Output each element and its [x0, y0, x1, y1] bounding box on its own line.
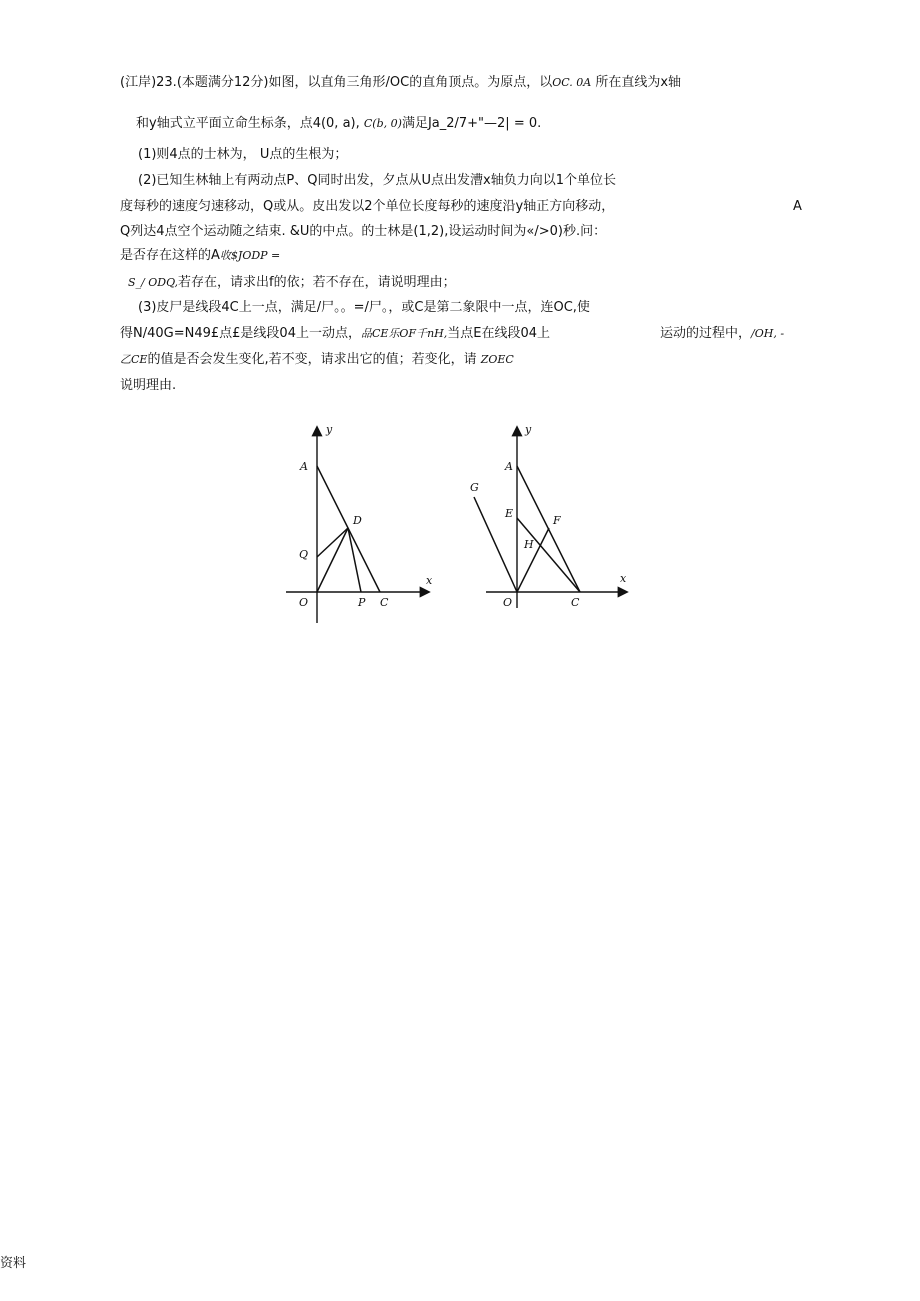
problem-math: OC. 0A — [552, 76, 592, 89]
problem-line-8 — [128, 275, 456, 291]
axis-label-y: y — [525, 423, 532, 436]
problem-text: 是否存在这样的A — [120, 248, 220, 263]
problem-text: 若存在，请求出f的依；若不存在，请说明理由； — [178, 275, 456, 290]
point-label-G: G — [470, 481, 479, 494]
figure-1 — [280, 420, 450, 630]
figure-2 — [460, 420, 640, 630]
problem-math: 乙CE — [120, 353, 148, 366]
problem-line-3 — [138, 147, 347, 163]
problem-text: 和y轴式立平面立命生标条，点4(0, a), — [136, 116, 360, 131]
problem-math: 收$JODP = — [219, 249, 281, 262]
problem-line-4 — [138, 173, 616, 189]
point-label-P: P — [358, 596, 366, 609]
problem-line-10-right — [660, 326, 784, 342]
problem-text: 运动的过程中， — [660, 326, 752, 341]
point-label-F: F — [553, 514, 561, 527]
problem-line-9 — [138, 300, 590, 316]
problem-text: 的值是否会发生变化,若不变，请求出它的值；若变化，请 — [147, 352, 477, 367]
problem-text: A — [793, 199, 802, 214]
axis-label-x: x — [426, 574, 433, 587]
problem-text: 满足Ja_2/7+"—2| = 0. — [401, 116, 542, 131]
problem-math: S_/ ODQ, — [128, 276, 179, 289]
problem-math: C(b, 0) — [363, 117, 402, 130]
problem-text: 得N/40G=N49£点£是线段04上一动点， — [120, 326, 361, 341]
problem-math: 品CE乐OF千nH, — [360, 327, 448, 340]
problem-text: (江岸)23.(本题满分12分)如图，以直角三角形/OC的直角顶点。为原点，以 — [120, 75, 553, 90]
problem-line-6 — [120, 224, 606, 240]
point-label-C: C — [571, 596, 580, 609]
segment-OD — [317, 528, 348, 592]
problem-text: 当点E在线段04上 — [447, 326, 551, 341]
problem-line-1 — [120, 75, 681, 91]
problem-line-5 — [120, 199, 614, 215]
problem-text: (2)已知生林轴上有两动点P、Q同时出发，夕点从U点出发漕x轴负力向以1个单位长 — [138, 173, 616, 188]
segment-DP — [348, 528, 361, 592]
point-label-C: C — [380, 596, 389, 609]
problem-text: 所在直线为x轴 — [595, 75, 682, 90]
point-label-H: H — [524, 538, 534, 551]
axis-label-x: x — [620, 572, 627, 585]
problem-text: 度每秒的速度匀速移动，Q或从。皮出发以2个单位长度每秒的速度沿y轴正方向移动， — [120, 199, 615, 214]
point-label-A: A — [300, 460, 308, 473]
problem-math: /OH, - — [751, 327, 785, 340]
point-label-O: O — [503, 596, 513, 609]
point-label-D: D — [353, 514, 362, 527]
problem-text: Q列达4点空个运动随之结束. &U的中点。的士林是(1,2),设运动时间为«/>0)秒.问： — [120, 224, 607, 239]
point-label-E: E — [505, 507, 514, 520]
point-label-O: O — [299, 596, 309, 609]
problem-line-2 — [136, 116, 541, 132]
problem-line-7 — [120, 248, 280, 264]
problem-text: (3)皮尸是线段4C上一点，满足/尸。。=/尸。，或C是第二象限中一点，连OC,使 — [138, 300, 590, 315]
segment-QD — [317, 528, 348, 557]
point-label-A: A — [505, 460, 513, 473]
problem-math: ZOEC — [480, 353, 514, 366]
footer-label: 资料 — [0, 1256, 27, 1271]
problem-line-10 — [120, 326, 550, 342]
problem-line-5-right — [793, 199, 802, 215]
axis-label-y: y — [326, 423, 333, 436]
problem-text: 说明理由. — [120, 378, 177, 393]
problem-text: (1)则4点的士林为， U点的生根为； — [138, 147, 348, 162]
problem-line-11 — [120, 352, 514, 368]
point-label-Q: Q — [299, 548, 309, 561]
problem-line-12 — [120, 378, 176, 394]
